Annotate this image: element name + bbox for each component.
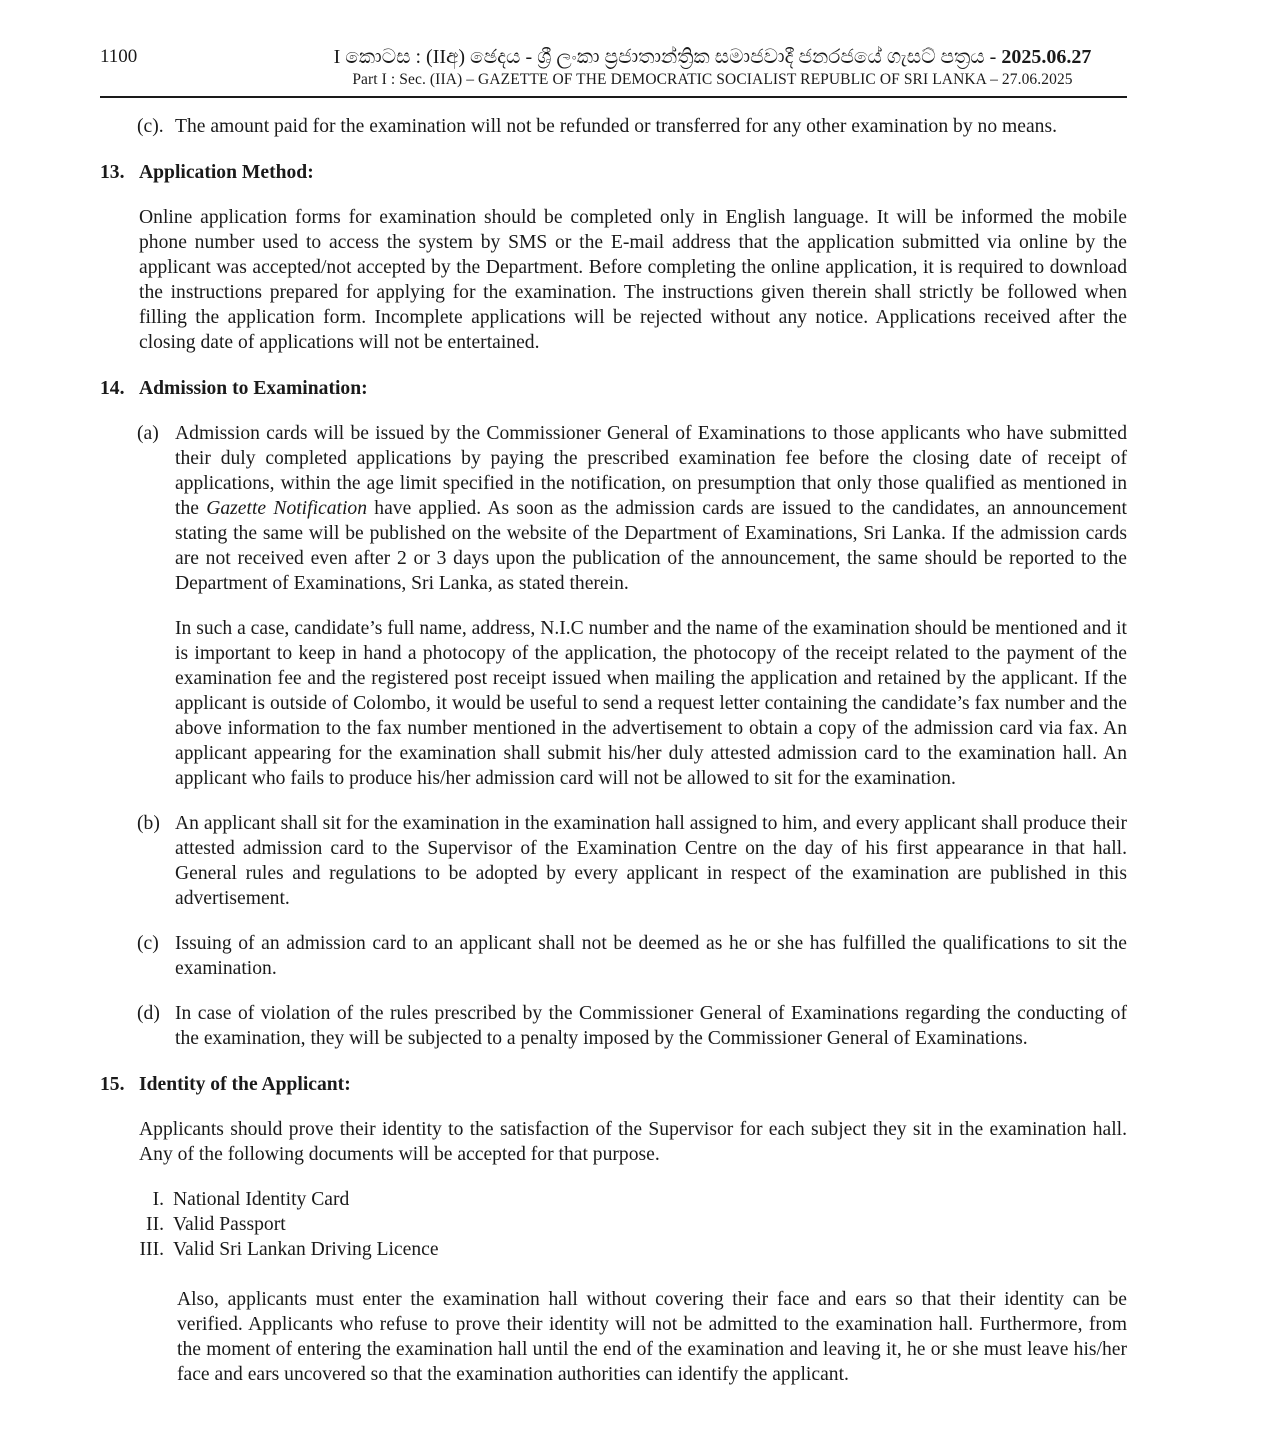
section-14-heading — [100, 376, 1127, 401]
list-item-text: Valid Passport — [173, 1214, 286, 1235]
item-text: In case of violation of the rules prescribed by the Commissioner General of Examinations regarding the conducting of the examination, they will be subjected to a penalty imposed by the Commissioner General of Examinations. — [175, 1003, 1127, 1049]
list-item-text: National Identity Card — [173, 1189, 350, 1210]
item-c-refund — [137, 114, 1127, 139]
list-item — [135, 1237, 1127, 1262]
section-14-item-d — [137, 1001, 1127, 1051]
list-item-label: II. — [146, 1214, 164, 1235]
section-14-item-a-paragraph-2: In such a case, candidate’s full name, address, N.I.C number and the name of the examination should be mentioned and it is important to keep in hand a photocopy of the application, the photocopy of the receipt related to the payment of the examination fee and the registered post receipt issued when mailing the application and retained by the applicant. If the applicant is outside of Colombo, it would be useful to send a request letter containing the candidate’s fax number and the above information to the fax number mentioned in the advertisement to obtain a copy of the admission card via fax. An applicant appearing for the examination shall submit his/her duly attested admission card to the examination hall. An applicant who fails to produce his/her admission card will not be allowed to sit for the examination. — [175, 618, 1127, 789]
header-sinhala-line — [200, 44, 1225, 70]
section-number: 15. — [100, 1074, 125, 1095]
section-15-paragraph: Applicants should prove their identity to the satisfaction of the Supervisor for each subject they sit in the examination hall. Any of the following documents will be accepted for that purpose. — [139, 1119, 1127, 1165]
item-text-part-2: have applied. As soon as the admission cards are issued to the candidates, an announcement stating the same will be published on the website of the Department of Examinations, Sri Lanka. If the admission cards are not received even after 2 or 3 days upon the publication of the announcement, the same should be reported to the Department of Examinations, Sri Lanka, as stated therein. — [175, 498, 1127, 594]
header-sinhala-title: I කොටස : (IIඅ) ඡෙදය - ශ්‍රී ලංකා ප්‍රජාතාන්ත්‍රික සමාජවාදී ජනරජයේ ගැසට් පත්‍රය - — [333, 46, 1002, 68]
header-divider — [100, 96, 1127, 98]
item-text — [175, 421, 1127, 596]
section-13-heading — [100, 160, 1127, 185]
section-title: Identity of the Applicant: — [139, 1074, 351, 1095]
list-item-label: III. — [139, 1239, 164, 1260]
list-item-label: I. — [152, 1189, 164, 1210]
section-number: 13. — [100, 162, 125, 183]
document-body — [100, 114, 1127, 1387]
item-text-part-1: Admission cards will be issued by the Commissioner General of Examinations to those applicants who have submitted their duly completed applications by paying the prescribed examination fee before the closing date of receipt of applications, within the age limit specified in the notification, on presumption that only those qualified as mentioned in the — [175, 423, 1127, 519]
item-label: (c) — [137, 933, 159, 954]
section-title: Application Method: — [139, 162, 314, 183]
section-13-paragraph: Online application forms for examination should be completed only in English language. It will be informed the mobile phone number used to access the system by SMS or the E-mail address that the application submitted via online by the applicant was accepted/not accepted by the Department. Before completing the online application, it is required to download the instructions prepared for applying for the examination. The instructions given therein shall strictly be followed when filling the application form. Incomplete applications will be rejected without any notice. Applications received after the closing date of applications will not be entertained. — [139, 207, 1127, 353]
item-text: An applicant shall sit for the examination in the examination hall assigned to him, and every applicant shall produce their attested admission card to the Supervisor of the Examination Centre on the day of his first appearance in that hall. General rules and regulations to be adopted by every applicant in respect of the examination are published in this advertisement. — [175, 813, 1127, 909]
section-14-item-c — [137, 931, 1127, 981]
item-label: (a) — [137, 423, 159, 444]
item-text: Issuing of an admission card to an applicant shall not be deemed as he or she has fulfilled the qualifications to sit the examination. — [175, 933, 1127, 979]
page-number: 1100 — [100, 46, 138, 67]
header-sinhala-date: 2025.06.27 — [1001, 46, 1092, 68]
gazette-header — [200, 44, 1225, 90]
section-14-item-a — [137, 421, 1127, 596]
list-item — [135, 1212, 1127, 1237]
list-item — [135, 1187, 1127, 1212]
section-title: Admission to Examination: — [139, 378, 368, 399]
item-label: (d) — [137, 1003, 160, 1024]
item-label: (c). — [137, 116, 164, 137]
section-14-item-b — [137, 811, 1127, 911]
item-label: (b) — [137, 813, 160, 834]
list-item-text: Valid Sri Lankan Driving Licence — [173, 1239, 439, 1260]
section-number: 14. — [100, 378, 125, 399]
accepted-documents-list — [100, 1187, 1127, 1262]
section-15-heading — [100, 1072, 1127, 1097]
gazette-notification-italic: Gazette Notification — [206, 498, 367, 519]
section-15-closing-paragraph: Also, applicants must enter the examination hall without covering their face and ears so that their identity can be verified. Applicants who refuse to prove their identity will not be admitted to the examination hall. Furthermore, from the moment of entering the examination hall until the end of the examination and leaving it, he or she must leave his/her face and ears uncovered so that the examination authorities can identify the applicant. — [177, 1289, 1127, 1385]
header-english-line: Part I : Sec. (IIA) – GAZETTE OF THE DEMOCRATIC SOCIALIST REPUBLIC OF SRI LANKA – 27.06.2025 — [352, 71, 1073, 88]
item-text: The amount paid for the examination will not be refunded or transferred for any other examination by no means. — [175, 116, 1057, 137]
